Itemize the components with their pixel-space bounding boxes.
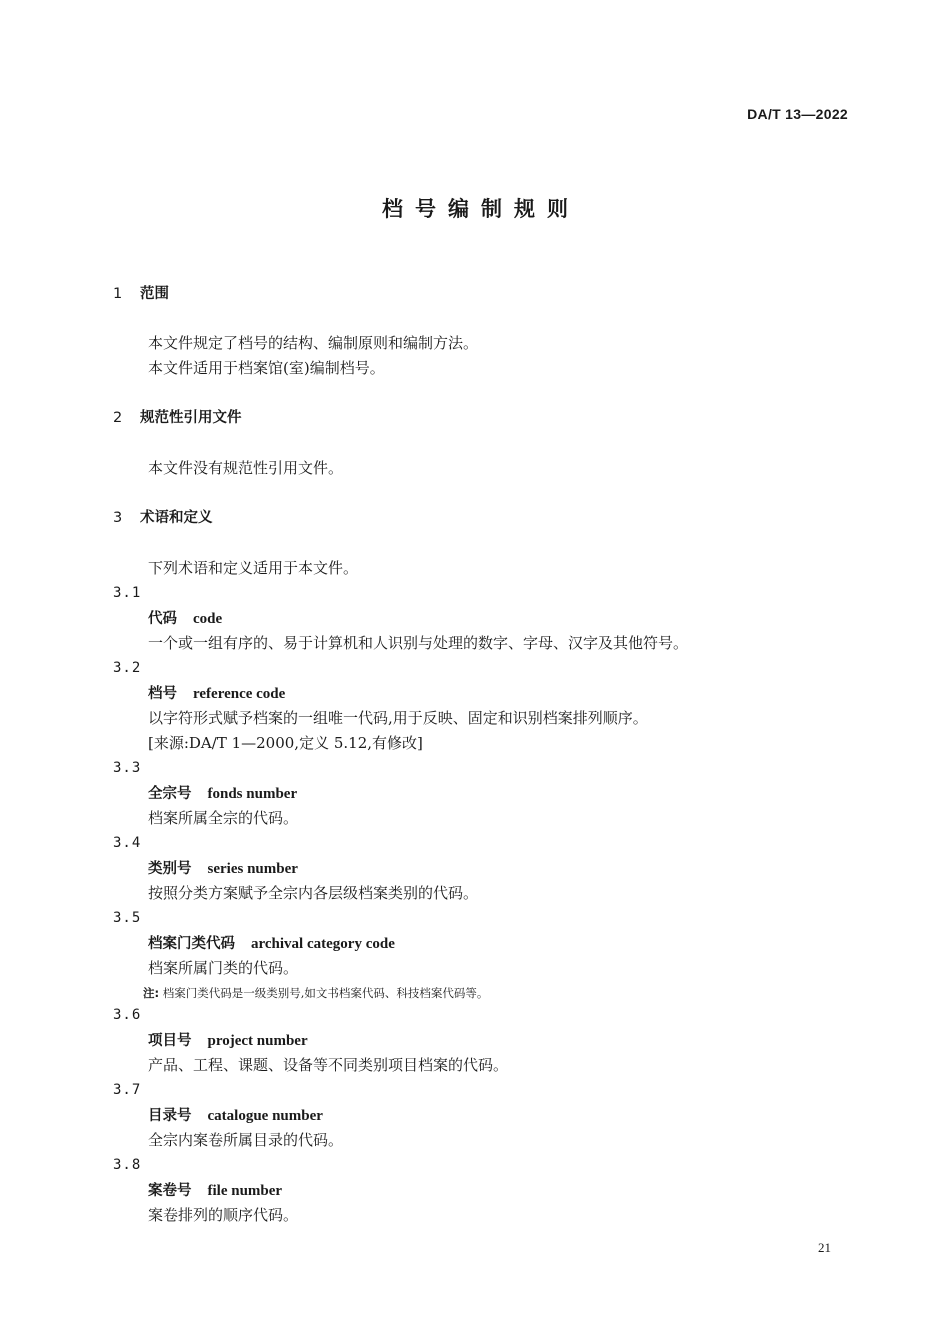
term-number: 3.7 (113, 1082, 142, 1098)
document-code: DA/T 13—2022 (747, 106, 848, 122)
term-zh: 全宗号 (148, 786, 192, 802)
term-number: 3.4 (113, 835, 142, 851)
term-note (143, 983, 488, 1003)
note-label: 注: (143, 986, 160, 1000)
term-en: fonds number (207, 786, 298, 802)
note-text: 档案门类代码是一级类别号,如文书档案代码、科技档案代码等。 (162, 986, 489, 1000)
term-definition: 一个或一组有序的、易于计算机和人识别与处理的数字、字母、汉字及其他符号。 (148, 634, 689, 652)
term-heading (148, 783, 297, 804)
term-en: series number (207, 861, 298, 877)
term-heading (148, 933, 395, 954)
term-zh: 档案门类代码 (148, 936, 235, 952)
term-zh: 案卷号 (148, 1183, 192, 1199)
paragraph: 本文件没有规范性引用文件。 (148, 459, 344, 477)
term-heading (148, 608, 222, 629)
term-heading (148, 683, 285, 704)
section-number: 2 (113, 410, 123, 426)
term-number: 3.1 (113, 585, 142, 601)
term-definition: 档案所属门类的代码。 (148, 959, 299, 977)
term-source: [来源:DA/T 1—2000,定义 5.12,有修改] (148, 734, 423, 752)
paragraph: 本文件适用于档案馆(室)编制档号。 (148, 359, 385, 377)
term-zh: 目录号 (148, 1108, 192, 1124)
term-heading (148, 1105, 323, 1126)
section-title: 术语和定义 (140, 510, 213, 526)
term-definition: 按照分类方案赋予全宗内各层级档案类别的代码。 (148, 884, 479, 902)
term-en: file number (207, 1183, 283, 1199)
term-number: 3.5 (113, 910, 142, 926)
paragraph: 本文件规定了档号的结构、编制原则和编制方法。 (148, 334, 479, 352)
term-number: 3.6 (113, 1007, 142, 1023)
section-2-heading (113, 408, 242, 428)
term-en: catalogue number (207, 1108, 323, 1124)
term-number: 3.8 (113, 1157, 142, 1173)
section-title: 规范性引用文件 (140, 410, 242, 426)
term-definition: 产品、工程、课题、设备等不同类别项目档案的代码。 (148, 1056, 509, 1074)
term-zh: 档号 (148, 686, 177, 702)
document-title: 档号编制规则 (382, 197, 580, 221)
term-en: archival category code (251, 936, 395, 952)
page-number: 21 (818, 1240, 831, 1255)
term-heading (148, 858, 298, 879)
term-zh: 项目号 (148, 1033, 192, 1049)
section-number: 3 (113, 510, 123, 526)
term-definition: 以字符形式赋予档案的一组唯一代码,用于反映、固定和识别档案排列顺序。 (148, 709, 648, 727)
term-definition: 档案所属全宗的代码。 (148, 809, 299, 827)
term-en: reference code (193, 686, 286, 702)
term-en: project number (207, 1033, 308, 1049)
term-definition: 全宗内案卷所属目录的代码。 (148, 1131, 344, 1149)
paragraph: 下列术语和定义适用于本文件。 (148, 559, 359, 577)
term-number: 3.2 (113, 660, 142, 676)
section-3-heading (113, 508, 213, 528)
term-en: code (193, 611, 223, 627)
term-definition: 案卷排列的顺序代码。 (148, 1206, 299, 1224)
term-zh: 代码 (148, 611, 177, 627)
term-zh: 类别号 (148, 861, 192, 877)
term-heading (148, 1030, 308, 1051)
term-heading (148, 1180, 282, 1201)
section-title: 范围 (140, 286, 169, 302)
term-number: 3.3 (113, 760, 142, 776)
section-1-heading (113, 284, 169, 304)
section-number: 1 (113, 286, 123, 302)
